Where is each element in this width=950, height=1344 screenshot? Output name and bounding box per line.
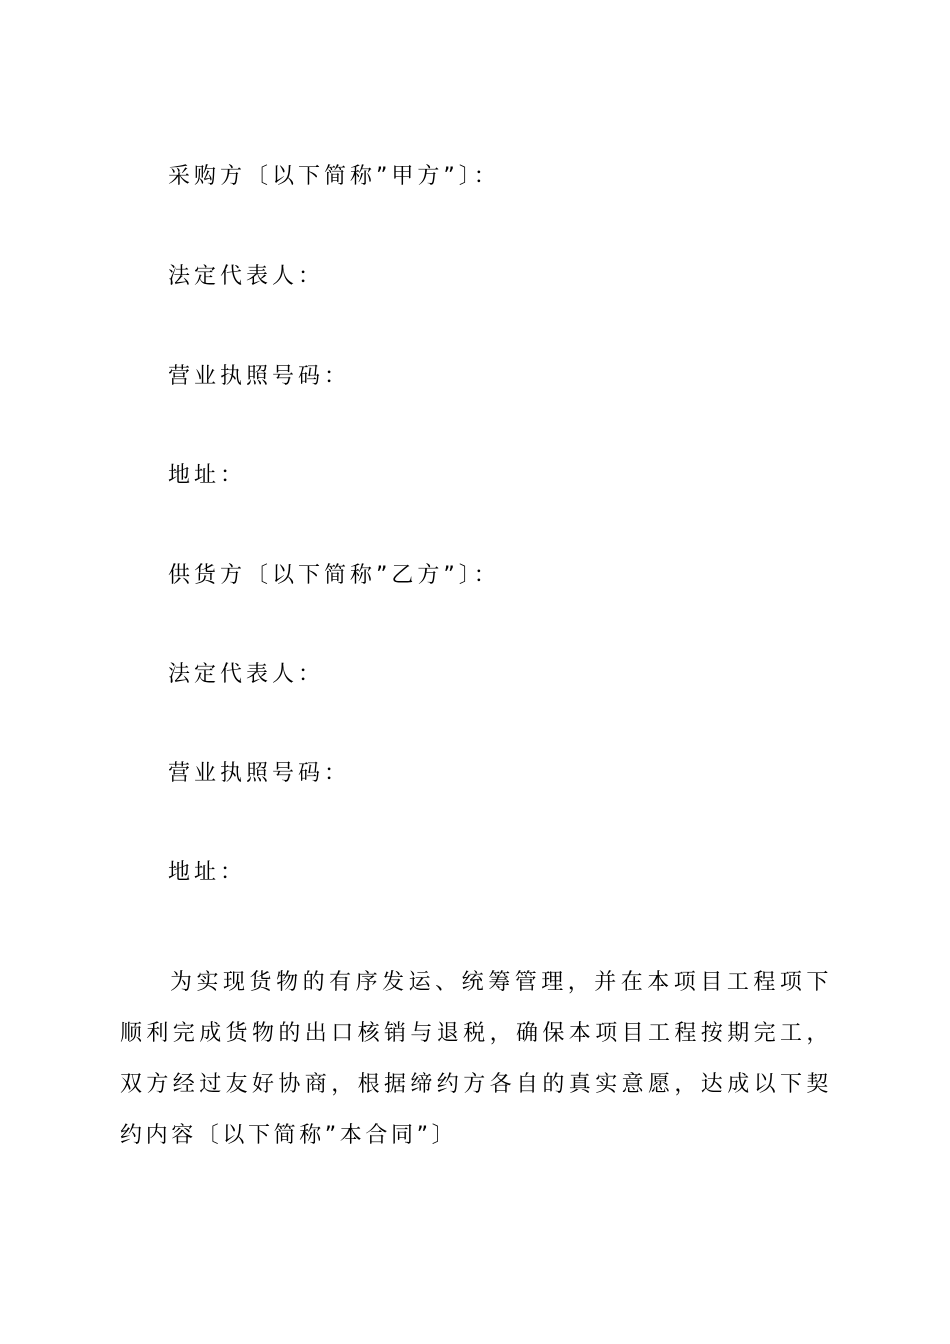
supplier-license-label: 营业执照号码： — [168, 761, 351, 786]
buyer-address-label: 地址： — [168, 463, 247, 488]
supplier-heading: 供货方〔以下简称”乙方”〕： — [168, 563, 500, 588]
buyer-license-label: 营业执照号码： — [168, 364, 351, 389]
contract-preamble: 为实现货物的有序发运、统筹管理，并在本项目工程项下顺利完成货物的出口核销与退税，确保本项目工程按期完工，双方经过友好协商，根据缔约方各自的真实意愿，达成以下契约内容〔以下简称”本合同”〕 — [120, 970, 832, 1148]
buyer-legal-rep-label: 法定代表人： — [168, 264, 325, 289]
buyer-heading: 采购方〔以下简称”甲方”〕： — [168, 164, 500, 189]
supplier-address-label: 地址： — [168, 860, 247, 885]
supplier-legal-rep-label: 法定代表人： — [168, 662, 325, 687]
